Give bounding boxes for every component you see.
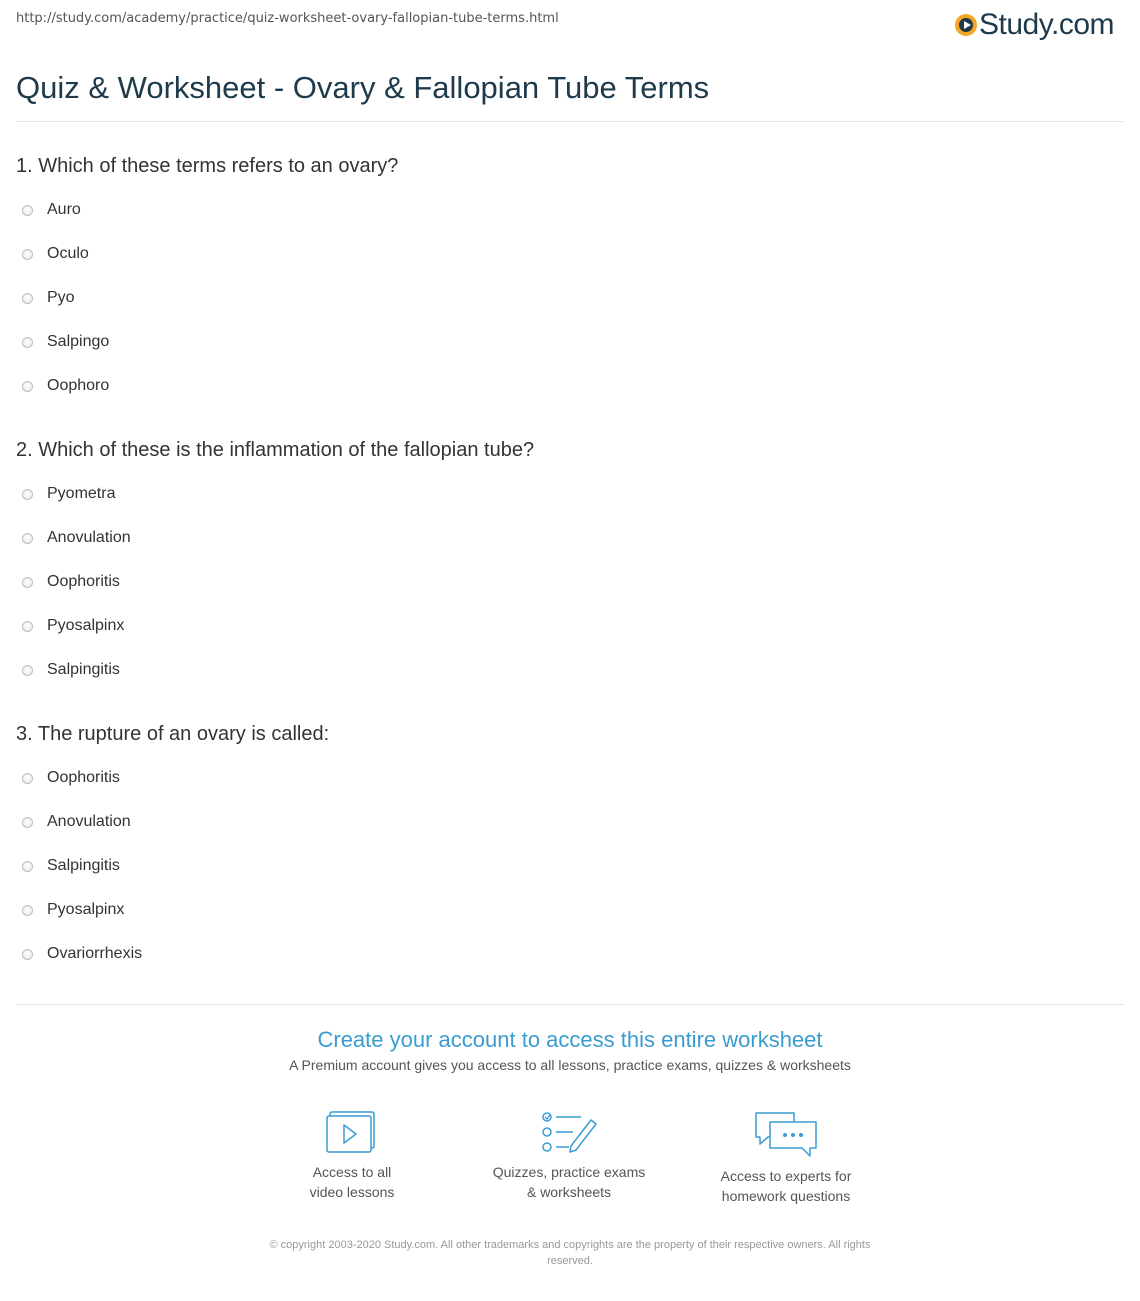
- create-account-link[interactable]: Create your account to access this entire worksheet: [317, 1027, 823, 1052]
- radio-button[interactable]: [22, 949, 33, 960]
- feature-text-line: Access to all: [312, 1164, 392, 1180]
- option-label: Pyosalpinx: [47, 901, 125, 918]
- feature-quizzes: [469, 1110, 669, 1202]
- feature-text-line: Access to experts for: [720, 1168, 852, 1184]
- page-url: http://study.com/academy/practice/quiz-worksheet-ovary-fallopian-tube-terms.html: [16, 11, 559, 26]
- question-2: 2. Which of these is the inflammation of the fallopian tube?: [16, 439, 535, 461]
- feature-video-lessons: [252, 1110, 452, 1202]
- radio-button[interactable]: [22, 249, 33, 260]
- q1-option-3[interactable]: [22, 287, 75, 309]
- radio-button[interactable]: [22, 337, 33, 348]
- option-label: Anovulation: [47, 813, 131, 830]
- feature-text-line: & worksheets: [526, 1184, 612, 1200]
- option-label: Salpingo: [47, 333, 110, 350]
- question-1: 1. Which of these terms refers to an ovary?: [16, 155, 399, 177]
- radio-button[interactable]: [22, 817, 33, 828]
- option-label: Anovulation: [47, 529, 131, 546]
- q3-option-4[interactable]: [22, 899, 124, 921]
- q2-option-1[interactable]: [22, 483, 115, 505]
- option-label: Auro: [47, 201, 81, 218]
- q2-option-3[interactable]: [22, 571, 120, 593]
- feature-text-line: homework questions: [721, 1188, 851, 1204]
- radio-button[interactable]: [22, 905, 33, 916]
- q1-option-1[interactable]: [22, 199, 81, 221]
- radio-button[interactable]: [22, 381, 33, 392]
- radio-button[interactable]: [22, 205, 33, 216]
- option-label: Pyosalpinx: [47, 617, 125, 634]
- copyright-line: © copyright 2003-2020 Study.com. All other trademarks and copyrights are the property of their respective owners. All rights: [269, 1239, 871, 1251]
- q1-option-5[interactable]: [22, 375, 109, 397]
- q3-option-1[interactable]: [22, 767, 120, 789]
- feature-text-line: video lessons: [309, 1184, 395, 1200]
- play-circle-icon: [955, 14, 977, 36]
- radio-button[interactable]: [22, 293, 33, 304]
- chat-bubbles-icon: [754, 1110, 818, 1158]
- logo-text: Study.com: [979, 8, 1114, 41]
- copyright-notice: [210, 1237, 930, 1269]
- study-logo[interactable]: [955, 8, 1114, 42]
- cta-subtitle: A Premium account gives you access to all lessons, practice exams, quizzes & worksheets: [289, 1057, 851, 1073]
- radio-button[interactable]: [22, 533, 33, 544]
- radio-button[interactable]: [22, 665, 33, 676]
- q1-option-4[interactable]: [22, 331, 109, 353]
- video-lessons-icon: [326, 1110, 378, 1154]
- option-label: Pyo: [47, 289, 75, 306]
- option-label: Oculo: [47, 245, 89, 262]
- q1-option-2[interactable]: [22, 243, 89, 265]
- option-label: Oophoritis: [47, 573, 120, 590]
- option-label: Oophoro: [47, 377, 110, 394]
- radio-button[interactable]: [22, 861, 33, 872]
- quiz-divider: [16, 1004, 1124, 1005]
- feature-experts: [686, 1110, 886, 1206]
- radio-button[interactable]: [22, 489, 33, 500]
- radio-button[interactable]: [22, 621, 33, 632]
- q3-option-5[interactable]: [22, 943, 142, 965]
- option-label: Salpingitis: [47, 857, 120, 874]
- option-label: Oophoritis: [47, 769, 120, 786]
- feature-text-line: Quizzes, practice exams: [492, 1164, 646, 1180]
- q3-option-2[interactable]: [22, 811, 131, 833]
- title-divider: [16, 121, 1124, 122]
- q2-option-2[interactable]: [22, 527, 131, 549]
- quiz-checklist-icon: [541, 1110, 597, 1154]
- radio-button[interactable]: [22, 773, 33, 784]
- page-title: Quiz & Worksheet - Ovary & Fallopian Tube Terms: [16, 70, 710, 105]
- q2-option-4[interactable]: [22, 615, 124, 637]
- option-label: Salpingitis: [47, 661, 120, 678]
- copyright-line: reserved.: [547, 1255, 593, 1267]
- option-label: Pyometra: [47, 485, 116, 502]
- q2-option-5[interactable]: [22, 659, 120, 681]
- question-3: 3. The rupture of an ovary is called:: [16, 723, 330, 745]
- option-label: Ovariorrhexis: [47, 945, 143, 962]
- q3-option-3[interactable]: [22, 855, 120, 877]
- radio-button[interactable]: [22, 577, 33, 588]
